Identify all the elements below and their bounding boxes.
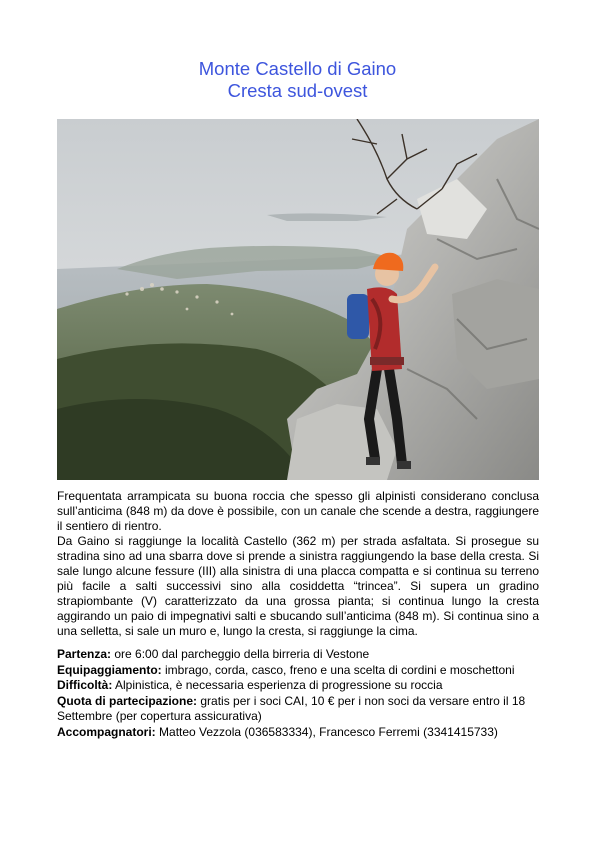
detail-label: Quota di partecipazione: (57, 693, 198, 708)
detail-label: Equipaggiamento: (57, 662, 162, 677)
detail-value: Alpinistica, è necessaria esperienza di progressione su roccia (112, 678, 443, 692)
detail-value: ore 6:00 dal parcheggio della birreria di Vestone (111, 647, 370, 661)
title-line-1: Monte Castello di Gaino (198, 58, 397, 79)
detail-difficulty (57, 678, 539, 694)
trip-details (57, 647, 539, 740)
detail-value: gratis per i soci CAI, 10 € per i non soci da versare entro il 18 Settembre (per copertura assicurativa) (57, 693, 526, 723)
climbing-photo (57, 119, 539, 480)
approach-paragraph: Da Gaino si raggiunge la località Castello (362 m) per strada asfaltata. Si prosegue su stradina sino ad una sbarra dove si prende a sinistra raggiungendo la base della cresta. Si sale lungo alcune fessure (III) alla sinistra di una placca compatta e si continua su terreno più facile a salti successivi sino alla cosiddetta “trincea”. Si supera un gradino strapiombante (V) caratterizzato da una grossa pianta; si continua lungo la cresta aggirando un paio di impegnativi salti e sbucando sull’anticima (848 m). Si continua sino a una selletta, si sale un muro e, lungo la cresta, si raggiunge la cima. (57, 534, 539, 638)
detail-value: imbrago, corda, casco, freno e una scelta di cordini e moschettoni (161, 662, 515, 677)
intro-paragraph: Frequentata arrampicata su buona roccia che spesso gli alpinisti considerano conclusa sull’anticima (848 m) da dove è possibile, con un canale che scende a destra, raggiungere il sentiero di rientro. (57, 489, 539, 533)
detail-fee (57, 694, 539, 725)
detail-departure (57, 647, 539, 663)
detail-label: Difficoltà: (57, 678, 113, 692)
detail-label: Accompagnatori: (57, 724, 156, 739)
detail-equipment (57, 663, 539, 679)
detail-label: Partenza: (57, 647, 112, 661)
document-title (0, 58, 595, 102)
detail-value: Matteo Vezzola (036583334), Francesco Ferremi (3341415733) (155, 724, 498, 739)
route-description (57, 489, 539, 639)
title-line-2: Cresta sud-ovest (227, 80, 368, 101)
detail-guides (57, 725, 539, 741)
